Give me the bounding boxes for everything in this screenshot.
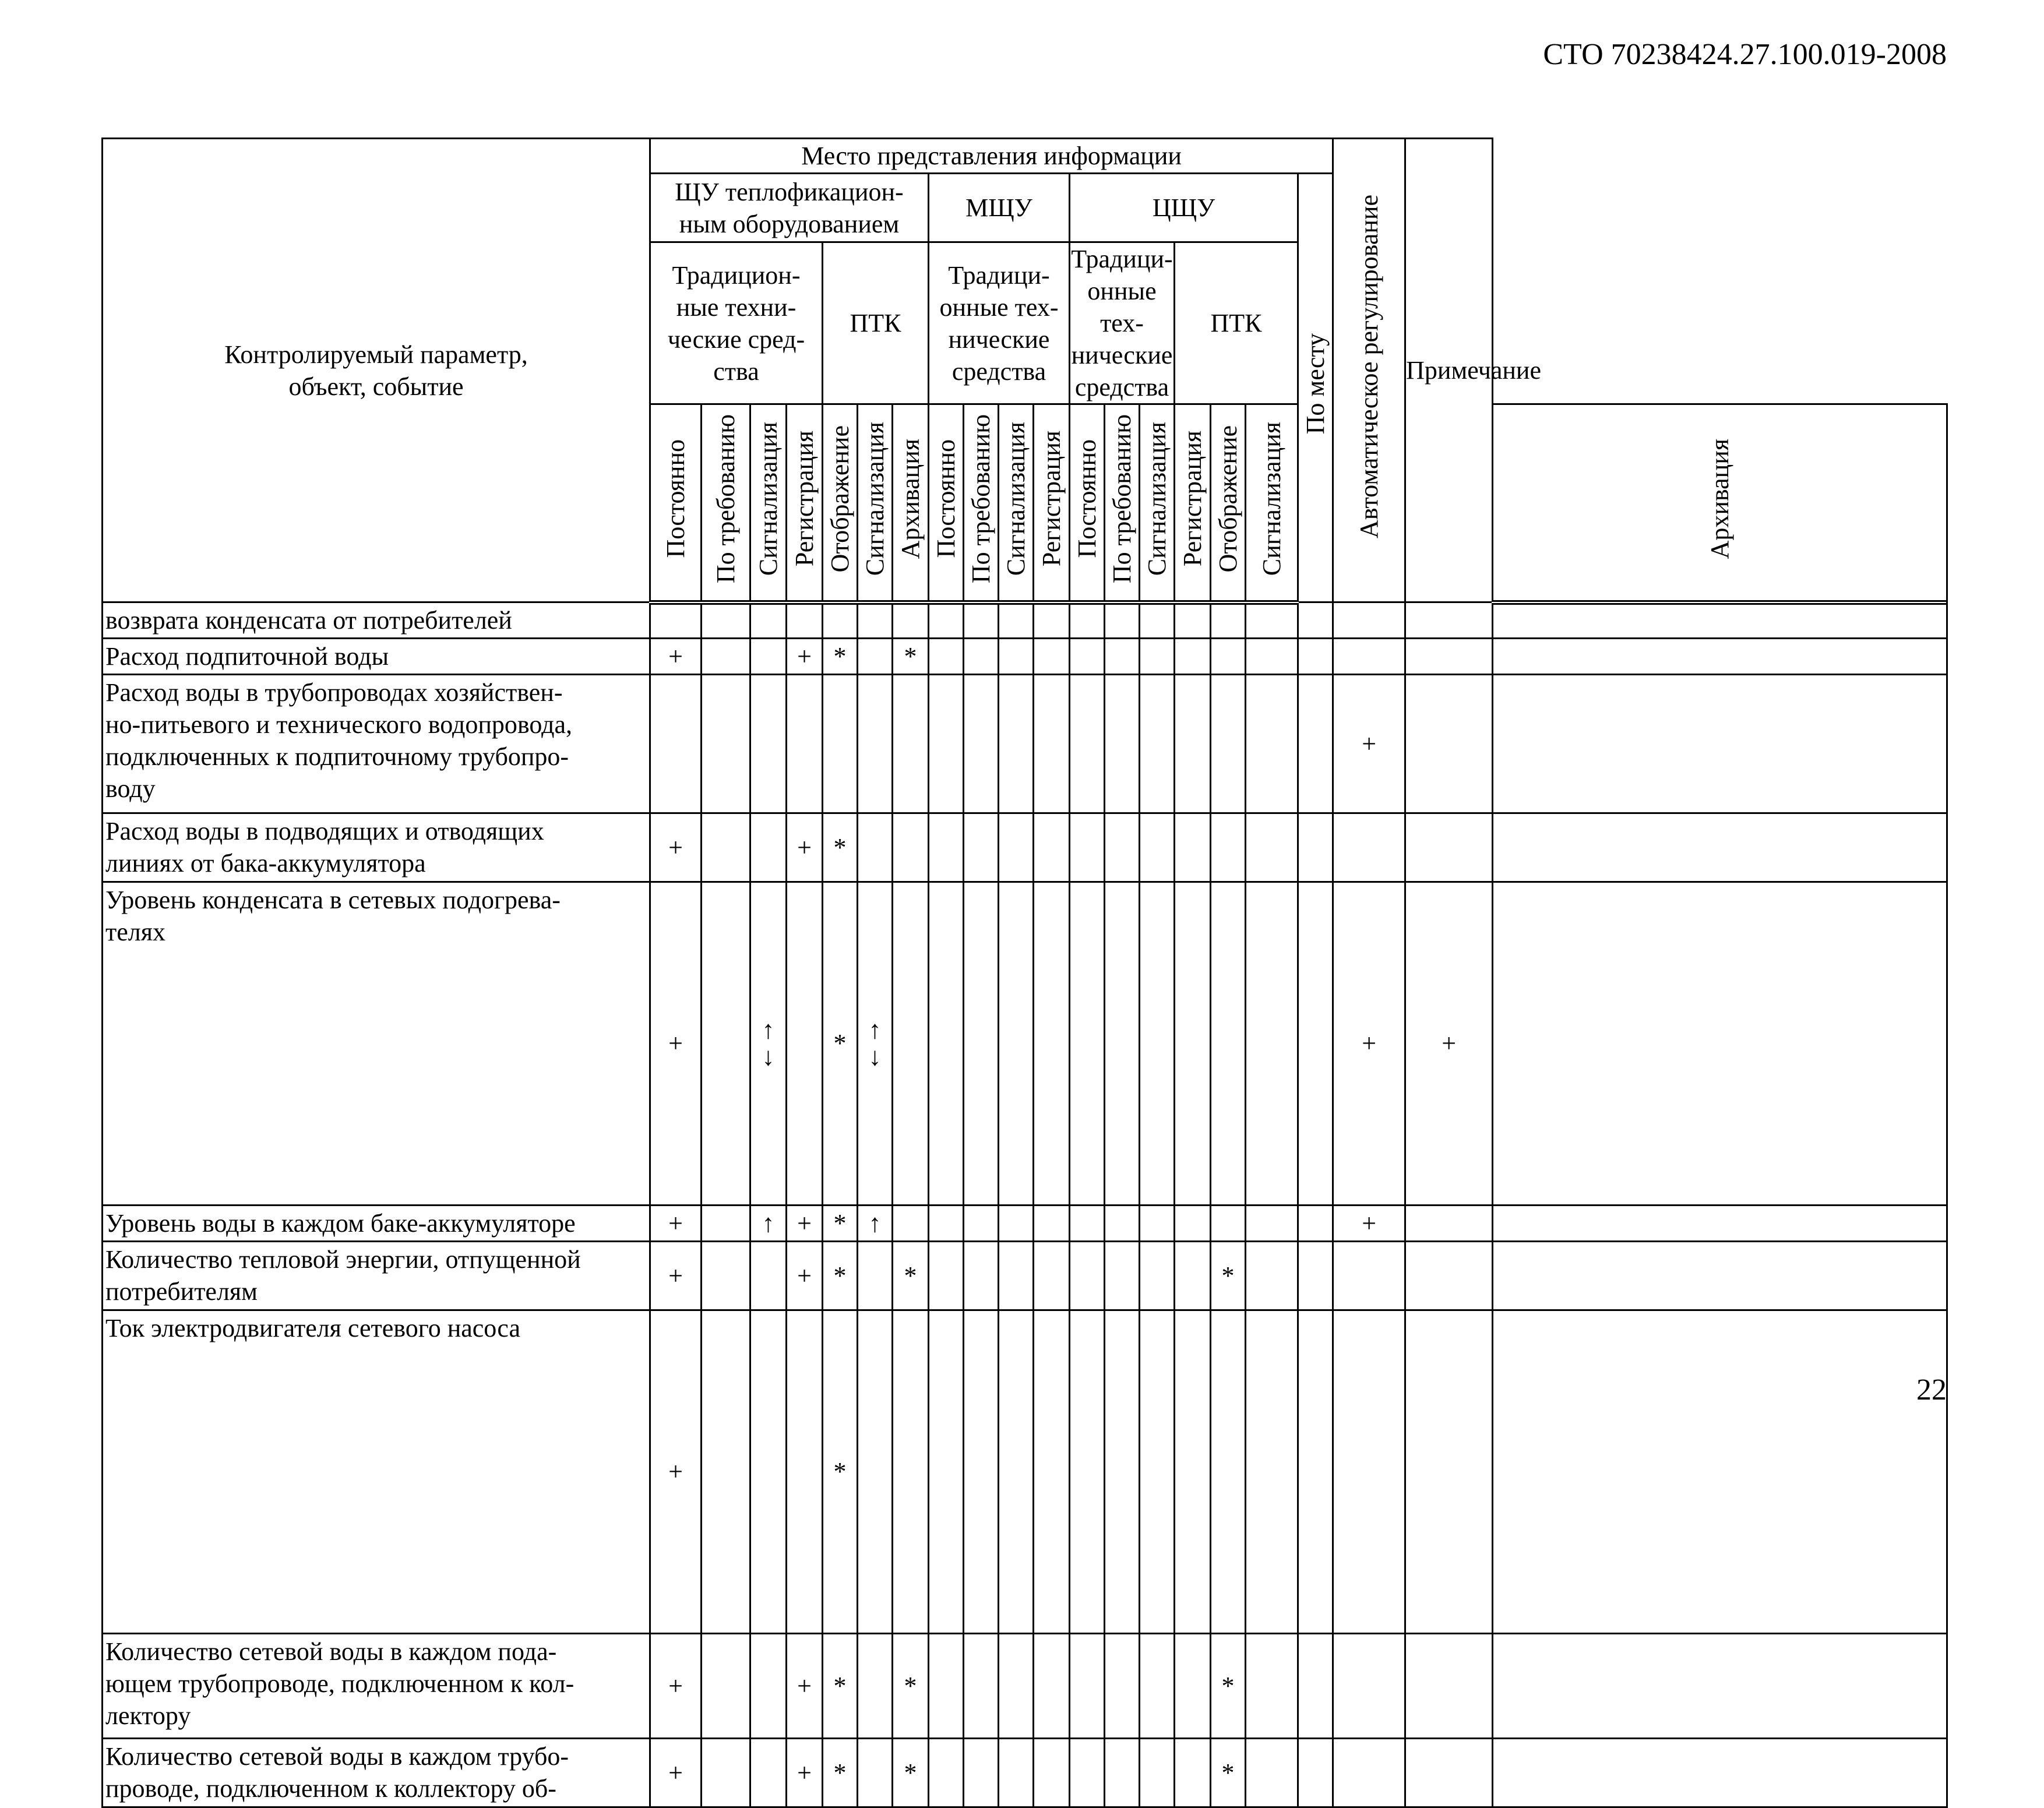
row-mark-cell xyxy=(1405,675,1493,813)
row-mark-cell xyxy=(1175,1206,1211,1242)
row-mark-cell xyxy=(1175,882,1211,1206)
row-mark-cell xyxy=(1070,639,1105,675)
row-mark-cell xyxy=(1405,1310,1493,1634)
row-mark-cell xyxy=(1493,1739,1947,1807)
row-mark-cell xyxy=(999,1634,1034,1739)
row-mark-cell xyxy=(823,602,858,639)
parameter-table xyxy=(101,138,1948,1808)
row-mark-cell xyxy=(1298,1310,1333,1634)
row-mark-cell xyxy=(787,882,823,1206)
row-mark-cell xyxy=(1333,602,1405,639)
row-mark-cell xyxy=(893,1206,929,1242)
header-cshu-traditional: Традици- онные тех- нические средства xyxy=(1070,242,1175,404)
header-mshu-traditional: Традици- онные тех- нические средства xyxy=(929,242,1070,404)
header-mshu: МЩУ xyxy=(929,174,1070,242)
header-cshu-ptk: ПТК xyxy=(1175,242,1298,404)
row-parameter: Количество сетевой воды в каждом пода- ющем трубопроводе, подключенном к кол- лектору xyxy=(103,1634,650,1739)
row-mark-cell xyxy=(1140,675,1175,813)
row-mark-cell: + xyxy=(1333,1206,1405,1242)
row-mark-cell xyxy=(1493,882,1947,1206)
row-mark-cell xyxy=(702,1206,750,1242)
row-mark-cell xyxy=(893,882,929,1206)
row-mark-cell xyxy=(999,1242,1034,1310)
row-mark-cell: * xyxy=(823,639,858,675)
row-mark-cell xyxy=(1034,1242,1070,1310)
row-mark-cell xyxy=(1246,602,1298,639)
row-parameter: Уровень воды в каждом баке-аккумуляторе xyxy=(103,1206,650,1242)
subheader-cshu-on-demand: По требованию xyxy=(1105,404,1140,602)
row-mark-cell xyxy=(1034,639,1070,675)
row-mark-cell xyxy=(1034,1634,1070,1739)
row-mark-cell xyxy=(929,639,964,675)
row-mark-cell xyxy=(1140,1206,1175,1242)
row-mark-cell xyxy=(1405,1206,1493,1242)
row-mark-cell xyxy=(750,813,787,882)
row-mark-cell xyxy=(1070,1739,1105,1807)
row-mark-cell xyxy=(858,602,893,639)
row-mark-cell xyxy=(1140,882,1175,1206)
row-mark-cell: * xyxy=(823,1634,858,1739)
row-mark-cell xyxy=(787,675,823,813)
row-mark-cell xyxy=(1175,1242,1211,1310)
row-mark-cell xyxy=(1175,813,1211,882)
row-mark-cell xyxy=(1140,602,1175,639)
row-mark-cell xyxy=(1405,1634,1493,1739)
row-mark-cell xyxy=(787,602,823,639)
row-mark-cell xyxy=(999,882,1034,1206)
subheader-cshu-constant: Постоянно xyxy=(1070,404,1105,602)
table-row xyxy=(103,1739,1947,1807)
row-mark-cell: + xyxy=(1405,882,1493,1206)
table-row xyxy=(103,1242,1947,1310)
row-mark-cell xyxy=(1034,1739,1070,1807)
header-note: Примечание xyxy=(1405,139,1493,602)
row-mark-cell xyxy=(1070,882,1105,1206)
row-parameter: Расход подпиточной воды xyxy=(103,639,650,675)
row-mark-cell xyxy=(999,1206,1034,1242)
row-mark-cell xyxy=(750,1310,787,1634)
row-mark-cell xyxy=(1175,639,1211,675)
row-mark-cell: * xyxy=(823,813,858,882)
row-mark-cell xyxy=(1298,602,1333,639)
row-mark-cell xyxy=(1034,675,1070,813)
row-parameter: Уровень конденсата в сетевых подогрева- телях xyxy=(103,882,650,1206)
row-mark-cell xyxy=(823,675,858,813)
row-mark-cell xyxy=(1246,1739,1298,1807)
row-mark-cell xyxy=(1246,675,1298,813)
header-shu: ЩУ теплофикацион- ным оборудованием xyxy=(650,174,929,242)
header-place-group: Место представления информации xyxy=(650,139,1333,174)
table-row xyxy=(103,675,1947,813)
row-mark-cell xyxy=(893,813,929,882)
row-mark-cell xyxy=(1105,1242,1140,1310)
row-mark-cell xyxy=(750,1739,787,1807)
row-mark-cell: * xyxy=(1211,1242,1246,1310)
row-mark-cell xyxy=(1140,639,1175,675)
row-mark-cell xyxy=(1140,1634,1175,1739)
row-mark-cell xyxy=(1070,1242,1105,1310)
table-row xyxy=(103,1310,1947,1634)
subheader-shu-ptk-archive: Архивация xyxy=(893,404,929,602)
subheader-mshu-on-demand: По требованию xyxy=(964,404,999,602)
row-mark-cell xyxy=(1246,813,1298,882)
row-mark-cell: + xyxy=(1333,882,1405,1206)
row-mark-cell xyxy=(929,602,964,639)
row-mark-cell xyxy=(929,1634,964,1739)
table-body xyxy=(103,602,1947,1807)
row-mark-cell: + xyxy=(650,1242,702,1310)
table-row xyxy=(103,882,1947,1206)
row-mark-cell xyxy=(702,1634,750,1739)
subheader-shu-constant: Постоянно xyxy=(650,404,702,602)
row-mark-cell xyxy=(1070,1206,1105,1242)
row-mark-cell xyxy=(1333,639,1405,675)
row-mark-cell xyxy=(1070,813,1105,882)
row-mark-cell xyxy=(893,675,929,813)
row-mark-cell xyxy=(1211,813,1246,882)
row-mark-cell xyxy=(1211,602,1246,639)
row-mark-cell xyxy=(999,1739,1034,1807)
row-mark-cell xyxy=(1211,1310,1246,1634)
row-mark-cell: * xyxy=(823,1739,858,1807)
subheader-cshu-ptk-display: Отображение xyxy=(1211,404,1246,602)
row-mark-cell xyxy=(787,1310,823,1634)
row-mark-cell xyxy=(1405,813,1493,882)
subheader-shu-ptk-display: Отображение xyxy=(823,404,858,602)
row-mark-cell xyxy=(1140,1310,1175,1634)
row-mark-cell xyxy=(964,882,999,1206)
row-mark-cell xyxy=(1493,675,1947,813)
row-mark-cell xyxy=(964,1310,999,1634)
row-mark-cell xyxy=(1246,882,1298,1206)
row-mark-cell: + xyxy=(650,639,702,675)
row-parameter: Ток электродвигателя сетевого насоса xyxy=(103,1310,650,1634)
row-mark-cell xyxy=(1105,1634,1140,1739)
row-mark-cell xyxy=(702,882,750,1206)
row-mark-cell xyxy=(1493,1206,1947,1242)
row-mark-cell xyxy=(1333,1634,1405,1739)
row-mark-cell xyxy=(1034,602,1070,639)
subheader-mshu-signal: Сигнализация xyxy=(999,404,1034,602)
header-local: По месту xyxy=(1298,174,1333,602)
row-mark-cell xyxy=(702,1739,750,1807)
row-mark-cell: + xyxy=(1333,675,1405,813)
row-mark-cell xyxy=(1246,639,1298,675)
row-mark-cell xyxy=(1333,1242,1405,1310)
row-mark-cell xyxy=(1246,1310,1298,1634)
table-row xyxy=(103,639,1947,675)
subheader-shu-on-demand: По требованию xyxy=(702,404,750,602)
row-mark-cell xyxy=(893,602,929,639)
row-mark-cell xyxy=(964,1739,999,1807)
row-mark-cell: + xyxy=(787,639,823,675)
row-mark-cell xyxy=(1298,813,1333,882)
row-mark-cell xyxy=(929,1242,964,1310)
row-mark-cell xyxy=(650,675,702,813)
header-automatic-regulation: Автоматическое регулирование xyxy=(1333,139,1405,602)
row-mark-cell xyxy=(858,1242,893,1310)
row-mark-cell: ↑ xyxy=(858,1206,893,1242)
subheader-shu-ptk-signal: Сигнализация xyxy=(858,404,893,602)
subheader-cshu-register: Регистрация xyxy=(1175,404,1211,602)
row-mark-cell xyxy=(702,639,750,675)
row-parameter: Количество тепловой энергии, отпущенной потребителям xyxy=(103,1242,650,1310)
row-mark-cell xyxy=(1140,1242,1175,1310)
row-mark-cell xyxy=(929,882,964,1206)
row-mark-cell xyxy=(1298,882,1333,1206)
row-mark-cell xyxy=(1298,1206,1333,1242)
row-mark-cell xyxy=(1034,1206,1070,1242)
row-mark-cell: + xyxy=(650,882,702,1206)
row-mark-cell: + xyxy=(650,1739,702,1807)
row-mark-cell xyxy=(1105,675,1140,813)
row-mark-cell: ↑ ↓ xyxy=(750,882,787,1206)
row-mark-cell: + xyxy=(787,1206,823,1242)
row-mark-cell xyxy=(964,1634,999,1739)
row-mark-cell xyxy=(858,1310,893,1634)
row-mark-cell xyxy=(1405,639,1493,675)
table-row xyxy=(103,813,1947,882)
header-cshu: ЦЩУ xyxy=(1070,174,1298,242)
row-mark-cell xyxy=(929,1739,964,1807)
row-mark-cell xyxy=(1298,639,1333,675)
row-mark-cell xyxy=(858,1739,893,1807)
row-mark-cell xyxy=(893,1310,929,1634)
row-mark-cell xyxy=(964,813,999,882)
row-mark-cell xyxy=(750,602,787,639)
row-mark-cell xyxy=(702,602,750,639)
row-mark-cell xyxy=(702,1310,750,1634)
row-mark-cell xyxy=(858,675,893,813)
row-mark-cell xyxy=(1140,813,1175,882)
row-mark-cell xyxy=(1211,882,1246,1206)
subheader-shu-signal: Сигнализация xyxy=(750,404,787,602)
row-mark-cell xyxy=(1105,1310,1140,1634)
row-mark-cell: * xyxy=(893,1739,929,1807)
row-mark-cell xyxy=(964,1206,999,1242)
row-mark-cell: ↑ xyxy=(750,1206,787,1242)
row-mark-cell xyxy=(1105,602,1140,639)
row-parameter: Количество сетевой воды в каждом трубо- проводе, подключенном к коллектору об- xyxy=(103,1739,650,1807)
row-parameter: возврата конденсата от потребителей xyxy=(103,602,650,639)
header-shu-traditional: Традицион- ные техни- ческие сред- ства xyxy=(650,242,823,404)
row-mark-cell xyxy=(1175,602,1211,639)
row-mark-cell xyxy=(929,675,964,813)
row-mark-cell xyxy=(750,1634,787,1739)
row-mark-cell xyxy=(1034,1310,1070,1634)
subheader-mshu-constant: Постоянно xyxy=(929,404,964,602)
row-mark-cell xyxy=(1333,813,1405,882)
row-mark-cell xyxy=(1105,882,1140,1206)
row-mark-cell xyxy=(650,602,702,639)
row-mark-cell: * xyxy=(893,1634,929,1739)
row-mark-cell xyxy=(964,675,999,813)
row-mark-cell xyxy=(1405,1739,1493,1807)
row-mark-cell: + xyxy=(650,1634,702,1739)
row-mark-cell xyxy=(1105,1206,1140,1242)
row-mark-cell xyxy=(1246,1242,1298,1310)
row-mark-cell xyxy=(1493,1242,1947,1310)
row-mark-cell xyxy=(1493,813,1947,882)
row-mark-cell xyxy=(964,639,999,675)
row-mark-cell xyxy=(1175,675,1211,813)
row-parameter: Расход воды в подводящих и отводящих линиях от бака-аккумулятора xyxy=(103,813,650,882)
row-mark-cell xyxy=(1034,813,1070,882)
row-mark-cell xyxy=(964,1242,999,1310)
row-mark-cell xyxy=(1070,602,1105,639)
row-mark-cell: * xyxy=(823,1206,858,1242)
row-mark-cell xyxy=(858,1634,893,1739)
row-mark-cell: + xyxy=(787,1242,823,1310)
row-mark-cell xyxy=(1175,1310,1211,1634)
row-mark-cell xyxy=(1105,813,1140,882)
row-parameter: Расход воды в трубопроводах хозяйствен- но-питьевого и технического водопровода, подключенных к подпиточному трубопро- воду xyxy=(103,675,650,813)
row-mark-cell xyxy=(702,813,750,882)
header-shu-ptk: ПТК xyxy=(823,242,929,404)
row-mark-cell xyxy=(1211,1206,1246,1242)
row-mark-cell: + xyxy=(650,813,702,882)
row-mark-cell xyxy=(929,813,964,882)
row-mark-cell xyxy=(1105,639,1140,675)
row-mark-cell: + xyxy=(650,1310,702,1634)
row-mark-cell: * xyxy=(823,1242,858,1310)
row-mark-cell xyxy=(1298,1242,1333,1310)
table-row xyxy=(103,1634,1947,1739)
row-mark-cell: * xyxy=(823,882,858,1206)
subheader-mshu-register: Регистрация xyxy=(1034,404,1070,602)
row-mark-cell: * xyxy=(1211,1739,1246,1807)
row-mark-cell xyxy=(1070,1310,1105,1634)
row-mark-cell xyxy=(1405,1242,1493,1310)
row-mark-cell xyxy=(1211,639,1246,675)
table-row xyxy=(103,1206,1947,1242)
row-mark-cell: * xyxy=(893,1242,929,1310)
row-mark-cell: + xyxy=(787,1739,823,1807)
row-mark-cell xyxy=(999,813,1034,882)
row-mark-cell xyxy=(999,1310,1034,1634)
row-mark-cell xyxy=(750,1242,787,1310)
row-mark-cell xyxy=(964,602,999,639)
document-code: СТО 70238424.27.100.019-2008 xyxy=(1543,38,1947,71)
row-mark-cell: + xyxy=(787,1634,823,1739)
row-mark-cell xyxy=(1070,1634,1105,1739)
row-mark-cell xyxy=(750,675,787,813)
subheader-cshu-ptk-archive: Архивация xyxy=(1493,404,1947,602)
row-mark-cell xyxy=(1493,602,1947,639)
row-mark-cell xyxy=(1175,1739,1211,1807)
row-mark-cell xyxy=(929,1310,964,1634)
row-mark-cell xyxy=(1493,1310,1947,1634)
row-mark-cell xyxy=(702,1242,750,1310)
row-mark-cell xyxy=(858,813,893,882)
row-mark-cell xyxy=(702,675,750,813)
row-mark-cell xyxy=(1105,1739,1140,1807)
row-mark-cell xyxy=(999,675,1034,813)
row-mark-cell xyxy=(1246,1634,1298,1739)
row-mark-cell xyxy=(858,639,893,675)
row-mark-cell xyxy=(1298,675,1333,813)
row-mark-cell: + xyxy=(787,813,823,882)
row-mark-cell: ↑ ↓ xyxy=(858,882,893,1206)
row-mark-cell: * xyxy=(893,639,929,675)
row-mark-cell xyxy=(750,639,787,675)
page-number: 22 xyxy=(1916,1373,1947,1407)
row-mark-cell xyxy=(1333,1310,1405,1634)
row-mark-cell xyxy=(1246,1206,1298,1242)
subheader-cshu-signal: Сигнализация xyxy=(1140,404,1175,602)
row-mark-cell: * xyxy=(823,1310,858,1634)
row-mark-cell: * xyxy=(1211,1634,1246,1739)
row-mark-cell xyxy=(1333,1739,1405,1807)
row-mark-cell xyxy=(999,602,1034,639)
header-parameter: Контролируемый параметр, объект, событие xyxy=(103,139,650,602)
row-mark-cell xyxy=(1175,1634,1211,1739)
row-mark-cell xyxy=(1298,1739,1333,1807)
table-row xyxy=(103,602,1947,639)
row-mark-cell xyxy=(1298,1634,1333,1739)
row-mark-cell xyxy=(1034,882,1070,1206)
row-mark-cell xyxy=(1211,675,1246,813)
row-mark-cell xyxy=(999,639,1034,675)
row-mark-cell xyxy=(929,1206,964,1242)
row-mark-cell: + xyxy=(650,1206,702,1242)
row-mark-cell xyxy=(1405,602,1493,639)
subheader-cshu-ptk-signal: Сигнализация xyxy=(1246,404,1298,602)
row-mark-cell xyxy=(1140,1739,1175,1807)
row-mark-cell xyxy=(1070,675,1105,813)
row-mark-cell xyxy=(1493,1634,1947,1739)
row-mark-cell xyxy=(1493,639,1947,675)
subheader-shu-register: Регистрация xyxy=(787,404,823,602)
